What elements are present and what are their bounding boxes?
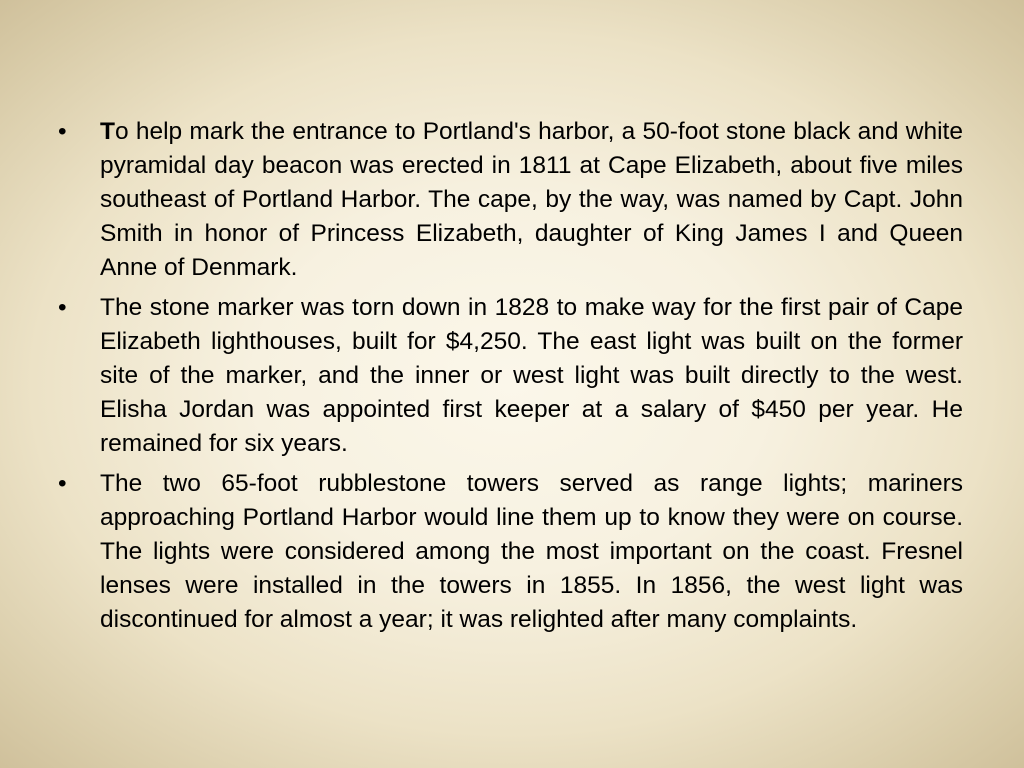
bullet-dot-icon: • (58, 294, 67, 321)
bullet-text: The stone marker was torn down in 1828 to make way for the first pair of Cape Elizabeth lighthouses, built for $4,250. The east light was built on the former site of the marker, and the inner or west light was built directly to the west. Elisha Jordan was appointed first keeper at a salary of $450 per year. He remained for six years. (100, 294, 963, 457)
bullet-item (58, 467, 963, 637)
bullet-text: o help mark the entrance to Portland's harbor, a 50-foot stone black and white pyramidal day beacon was erected in 1811 at Cape Elizabeth, about five miles southeast of Portland Harbor. The cape, by the way, was named by Capt. John Smith in honor of Princess Elizabeth, daughter of King James I and Queen Anne of Denmark. (100, 118, 963, 281)
bullet-item (58, 291, 963, 461)
bullet-item (58, 115, 963, 285)
bullet-list (58, 115, 963, 643)
bullet-text: The two 65-foot rubblestone towers served as range lights; mariners approaching Portland Harbor would line them up to know they were on course. The lights were considered among the most important on the coast. Fresnel lenses were installed in the towers in 1855. In 1856, the west light was discontinued for almost a year; it was relighted after many complaints. (100, 470, 963, 633)
bullet-dot-icon: • (58, 470, 67, 497)
bullet-lead-letter: T (100, 118, 115, 145)
bullet-dot-icon: • (58, 118, 67, 145)
